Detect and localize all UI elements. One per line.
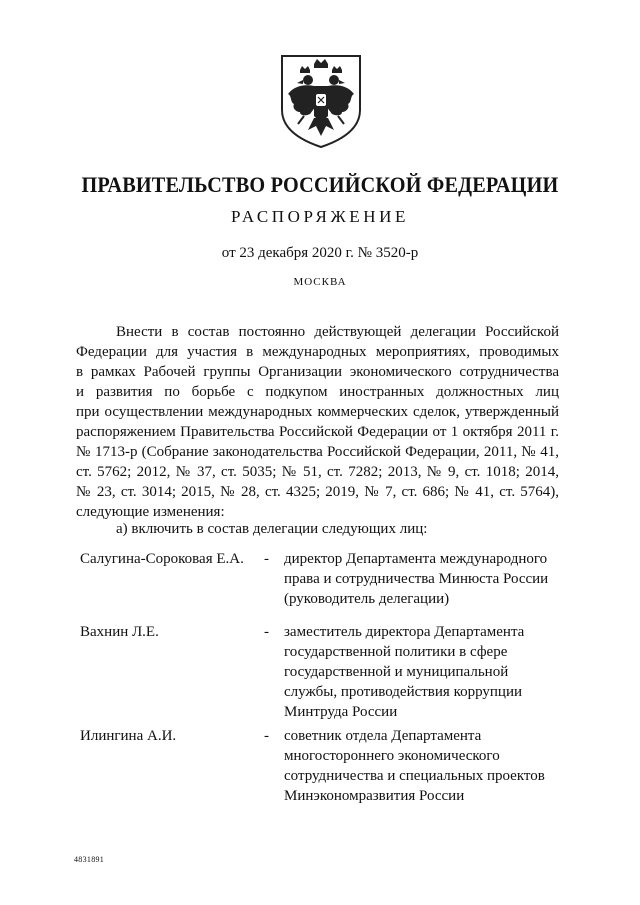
member-name: Илингина А.И. bbox=[80, 728, 177, 744]
paragraph-line: Внести в состав постоянно действующей делегации Российской bbox=[116, 324, 559, 340]
city-name: МОСКВА bbox=[293, 276, 347, 288]
role-line: (руководитель делегации) bbox=[284, 591, 450, 607]
role-line: государственной политики в сфере bbox=[284, 644, 508, 660]
coat-of-arms-emblem bbox=[274, 50, 368, 150]
document-date-number: от 23 декабря 2020 г. № 3520-р bbox=[221, 245, 419, 261]
member-role bbox=[284, 549, 564, 609]
paragraph-line: ст. 5762; 2012, № 37, ст. 5035; № 51, ст. 7282; 2013, № 9, ст. 1018; 2014, bbox=[76, 464, 559, 480]
role-line: Минтруда России bbox=[284, 704, 398, 720]
paragraph-line: № 1713-р (Собрание законодательства Российской Федерации, 2011, № 41, bbox=[76, 444, 559, 460]
paragraph-line: в рамках Рабочей группы Организации экономического сотрудничества bbox=[76, 364, 559, 380]
double-headed-eagle-icon bbox=[274, 50, 368, 150]
paragraph-line: Федерации для участия в международных мероприятиях, проводимых bbox=[76, 344, 559, 360]
paragraph-line: и развития по борьбе с подкупом иностранных должностных лиц bbox=[76, 384, 559, 400]
document-code: 4831891 bbox=[74, 855, 105, 864]
role-line: заместитель директора Департамента bbox=[284, 624, 525, 640]
role-line: государственной и муниципальной bbox=[284, 664, 509, 680]
subpoint-a: а) включить в состав делегации следующих лиц: bbox=[116, 521, 428, 537]
member-dash: - bbox=[264, 624, 269, 640]
paragraph-line: при осуществлении международных коммерческих сделок, утвержденный bbox=[76, 404, 559, 420]
role-line: права и сотрудничества Минюста России bbox=[284, 571, 549, 587]
role-line: многостороннего экономического bbox=[284, 748, 500, 764]
member-name: Вахнин Л.Е. bbox=[80, 624, 159, 640]
paragraph-line: № 23, ст. 3014; 2015, № 28, ст. 4325; 2019, № 7, ст. 686; № 41, ст. 5764), bbox=[76, 484, 559, 500]
main-paragraph bbox=[76, 322, 559, 522]
member-dash: - bbox=[264, 728, 269, 744]
role-line: сотрудничества и специальных проектов bbox=[284, 768, 545, 784]
member-role bbox=[284, 726, 564, 806]
member-dash: - bbox=[264, 551, 269, 567]
paragraph-line: следующие изменения: bbox=[76, 504, 225, 520]
member-name: Салугина-Сороковая Е.А. bbox=[80, 551, 244, 567]
government-title: ПРАВИТЕЛЬСТВО РОССИЙСКОЙ ФЕДЕРАЦИИ bbox=[81, 172, 559, 197]
role-line: советник отдела Департамента bbox=[284, 728, 482, 744]
role-line: Минэкономразвития России bbox=[284, 788, 465, 804]
role-line: службы, противодействия коррупции bbox=[284, 684, 523, 700]
role-line: директор Департамента международного bbox=[284, 551, 548, 567]
document-type: РАСПОРЯЖЕНИЕ bbox=[230, 207, 410, 226]
member-role bbox=[284, 622, 564, 722]
paragraph-line: распоряжением Правительства Российской Федерации от 1 октября 2011 г. bbox=[76, 424, 559, 440]
